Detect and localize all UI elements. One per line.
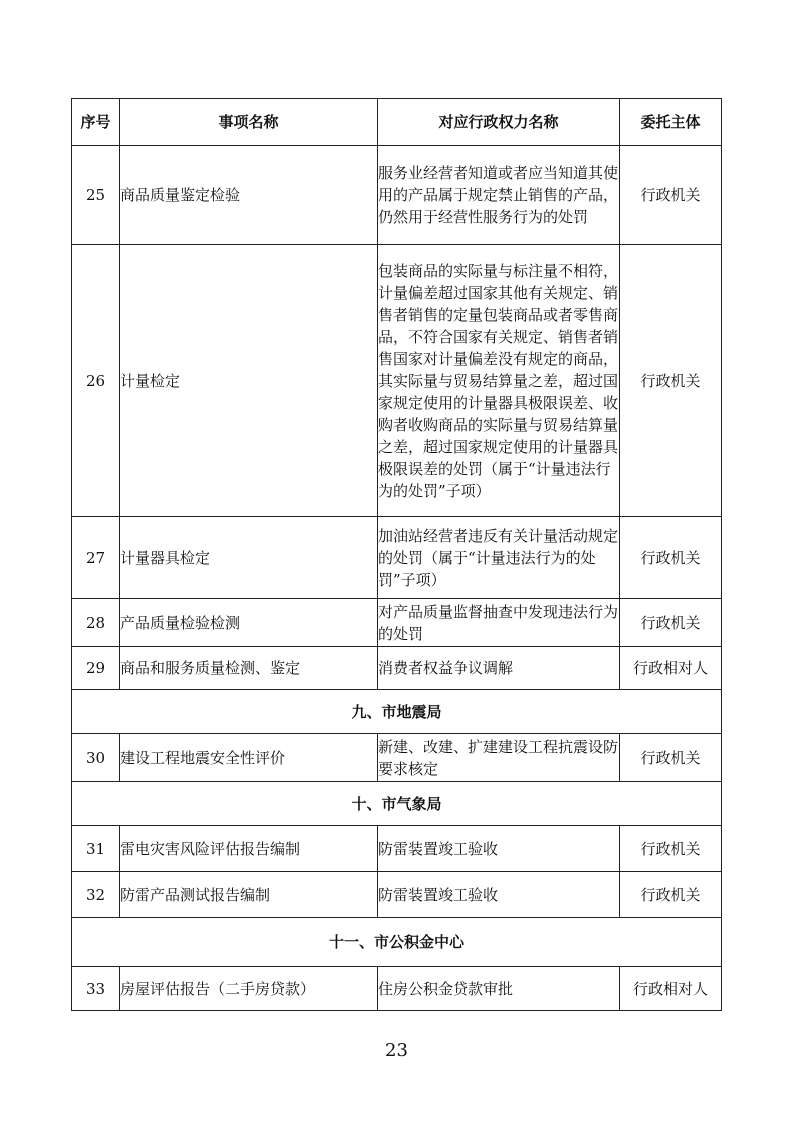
table-row xyxy=(72,734,722,782)
power-name: 对产品质量监督抽查中发现违法行为的处罚 xyxy=(378,599,620,647)
entrust-subject: 行政相对人 xyxy=(620,967,722,1011)
row-number: 26 xyxy=(72,245,120,517)
item-name: 房屋评估报告（二手房贷款） xyxy=(120,967,378,1011)
item-name: 雷电灾害风险评估报告编制 xyxy=(120,826,378,872)
power-name: 加油站经营者违反有关计量活动规定的处罚（属于“计量违法行为的处罚”子项） xyxy=(378,517,620,599)
entrust-subject: 行政机关 xyxy=(620,517,722,599)
row-number: 31 xyxy=(72,826,120,872)
power-name: 包装商品的实际量与标注量不相符，计量偏差超过国家其他有关规定、销售者销售的定量包装商品或者零售商品，不符合国家有关规定、销售者销售国家对计量偏差没有规定的商品，其实际量与贸易结算量之差，超过国家规定使用的计量器具极限误差、收购者收购商品的实际量与贸易结算量之差，超过国家规定使用的计量器具极限误差的处罚（属于“计量违法行为的处罚”子项） xyxy=(378,245,620,517)
item-name: 产品质量检验检测 xyxy=(120,599,378,647)
entrust-subject: 行政相对人 xyxy=(620,647,722,690)
section-title: 十、市气象局 xyxy=(72,782,722,826)
section-row xyxy=(72,918,722,967)
entrust-subject: 行政机关 xyxy=(620,734,722,782)
item-name: 商品和服务质量检测、鉴定 xyxy=(120,647,378,690)
power-name: 住房公积金贷款审批 xyxy=(378,967,620,1011)
table-row xyxy=(72,599,722,647)
item-name: 建设工程地震安全性评价 xyxy=(120,734,378,782)
power-name: 防雷装置竣工验收 xyxy=(378,826,620,872)
delegation-table xyxy=(71,98,722,1011)
header-entrust: 委托主体 xyxy=(620,99,722,146)
entrust-subject: 行政机关 xyxy=(620,599,722,647)
item-name: 计量器具检定 xyxy=(120,517,378,599)
row-number: 27 xyxy=(72,517,120,599)
entrust-subject: 行政机关 xyxy=(620,872,722,918)
row-number: 29 xyxy=(72,647,120,690)
table-row xyxy=(72,245,722,517)
table-header-row xyxy=(72,99,722,146)
table-row xyxy=(72,146,722,245)
table-row xyxy=(72,826,722,872)
section-title: 九、市地震局 xyxy=(72,690,722,734)
section-title: 十一、市公积金中心 xyxy=(72,918,722,967)
table-row xyxy=(72,517,722,599)
item-name: 商品质量鉴定检验 xyxy=(120,146,378,245)
item-name: 计量检定 xyxy=(120,245,378,517)
row-number: 28 xyxy=(72,599,120,647)
page-number: 23 xyxy=(385,1040,408,1061)
power-name: 消费者权益争议调解 xyxy=(378,647,620,690)
section-row xyxy=(72,782,722,826)
table-row xyxy=(72,872,722,918)
entrust-subject: 行政机关 xyxy=(620,245,722,517)
power-name: 防雷装置竣工验收 xyxy=(378,872,620,918)
header-item: 事项名称 xyxy=(120,99,378,146)
entrust-subject: 行政机关 xyxy=(620,826,722,872)
header-power: 对应行政权力名称 xyxy=(378,99,620,146)
table-row xyxy=(72,967,722,1011)
power-name: 新建、改建、扩建建设工程抗震设防要求核定 xyxy=(378,734,620,782)
row-number: 25 xyxy=(72,146,120,245)
header-no: 序号 xyxy=(72,99,120,146)
row-number: 33 xyxy=(72,967,120,1011)
section-row xyxy=(72,690,722,734)
table-row xyxy=(72,647,722,690)
entrust-subject: 行政机关 xyxy=(620,146,722,245)
row-number: 30 xyxy=(72,734,120,782)
power-name: 服务业经营者知道或者应当知道其使用的产品属于规定禁止销售的产品，仍然用于经营性服务行为的处罚 xyxy=(378,146,620,245)
row-number: 32 xyxy=(72,872,120,918)
item-name: 防雷产品测试报告编制 xyxy=(120,872,378,918)
